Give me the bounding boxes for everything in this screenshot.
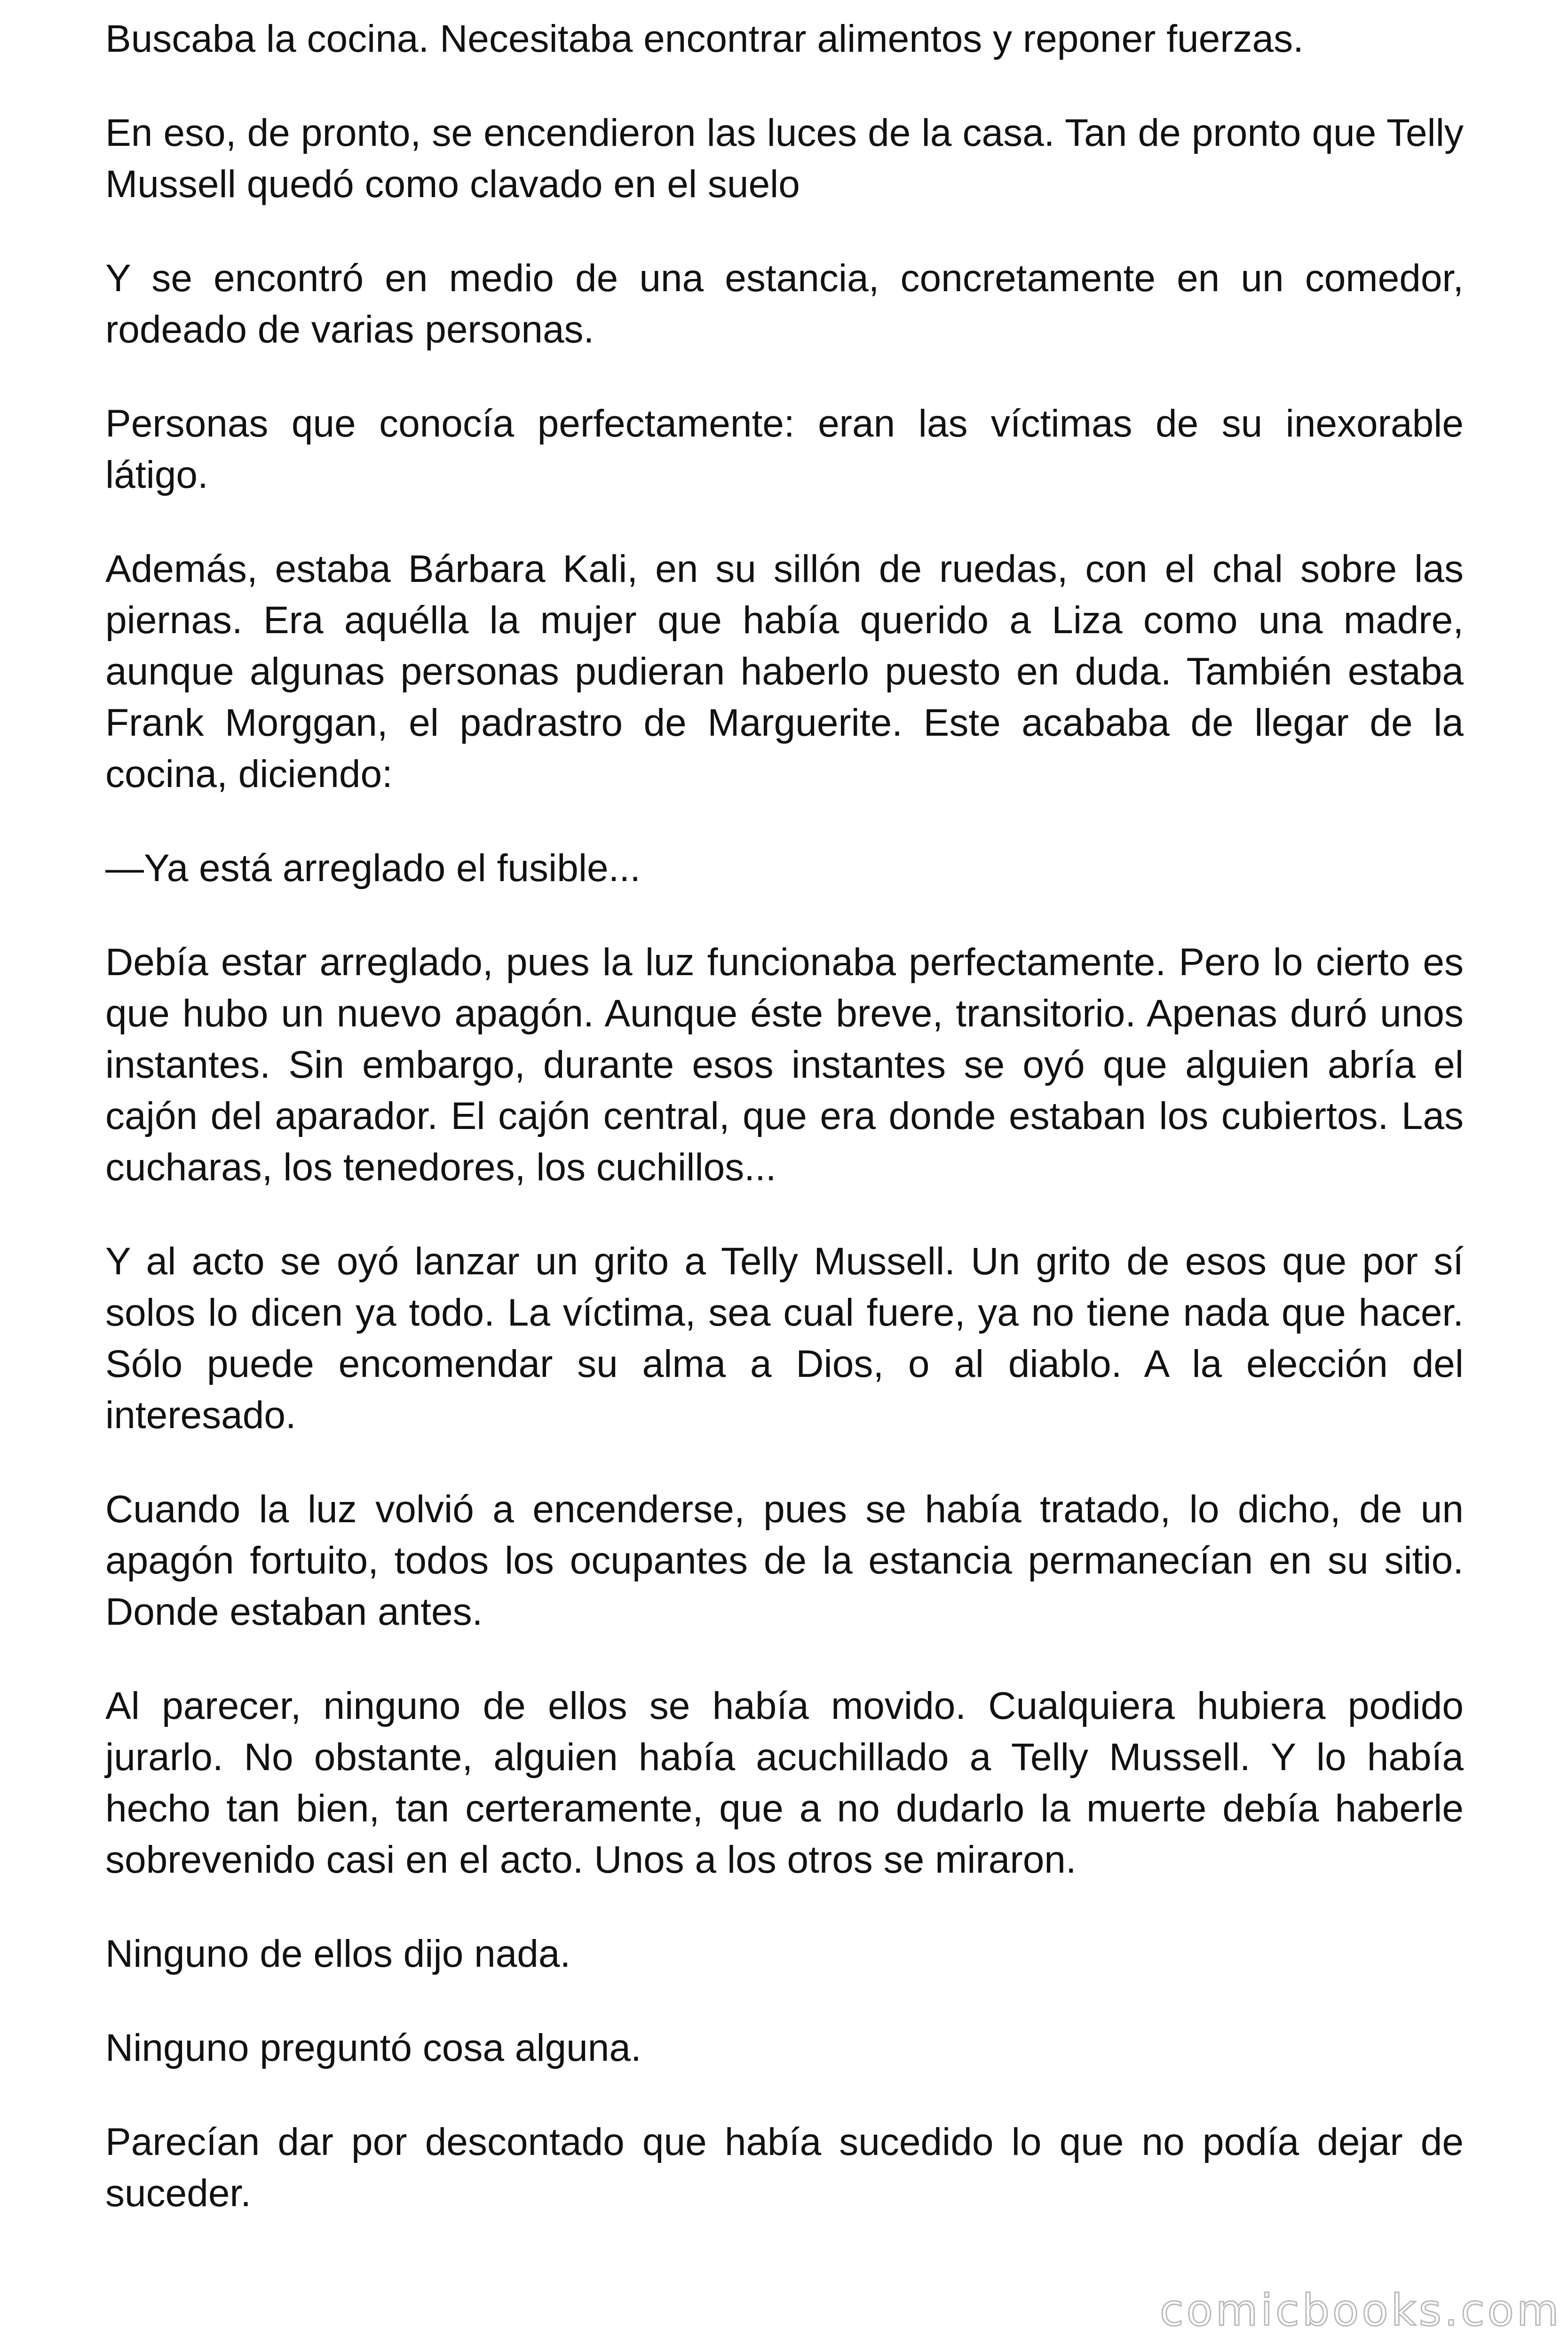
paragraph-11: Ninguno de ellos dijo nada.	[105, 1932, 571, 1975]
paragraph-4: Personas que conocía perfectamente: eran las víctimas de su inexorable látigo.	[105, 402, 1464, 496]
paragraph-3: Y se encontró en medio de una estancia, concretamente en un comedor, rodeado de varias personas.	[105, 257, 1464, 351]
paragraph-13: Parecían dar por descontado que había sucedido lo que no podía dejar de suceder.	[105, 2121, 1464, 2215]
paragraph-6: —Ya está arreglado el fusible...	[105, 847, 641, 890]
watermark-text: comicbooks.com	[1160, 2285, 1562, 2336]
paragraph-8: Y al acto se oyó lanzar un grito a Telly Mussell. Un grito de esos que por sí solos lo dicen ya todo. La víctima, sea cual fuere, ya no tiene nada que hacer. Sólo puede encomendar su alma a Dios, o al diablo. A la elección del interesado.	[105, 1240, 1464, 1437]
paragraph-10: Al parecer, ninguno de ellos se había movido. Cualquiera hubiera podido jurarlo. No obstante, alguien había acuchillado a Telly Mussell. Y lo había hecho tan bien, tan certeramente, que a no dudarlo la muerte debía haberle sobrevenido casi en el acto. Unos a los otros se miraron.	[105, 1685, 1464, 1881]
paragraph-7: Debía estar arreglado, pues la luz funcionaba perfectamente. Pero lo cierto es que hubo un nuevo apagón. Aunque éste breve, transitorio. Apenas duró unos instantes. Sin embargo, durante esos instantes se oyó que alguien abría el cajón del aparador. El cajón central, que era donde estaban los cubiertos. Las cucharas, los tenedores, los cuchillos...	[105, 941, 1464, 1189]
document-page	[105, 13, 1464, 2219]
paragraph-2: En eso, de pronto, se encendieron las luces de la casa. Tan de pronto que Telly Mussell quedó como clavado en el suelo	[105, 111, 1464, 206]
paragraph-12: Ninguno preguntó cosa alguna.	[105, 2026, 641, 2069]
paragraph-1: Buscaba la cocina. Necesitaba encontrar alimentos y reponer fuerzas.	[105, 17, 1304, 60]
paragraph-5: Además, estaba Bárbara Kali, en su sillón de ruedas, con el chal sobre las piernas. Era aquélla la mujer que había querido a Liza como una madre, aunque algunas personas pudieran haberlo puesto en duda. También estaba Frank Morggan, el padrastro de Marguerite. Este acababa de llegar de la cocina, diciendo:	[105, 548, 1464, 795]
paragraph-9: Cuando la luz volvió a encenderse, pues se había tratado, lo dicho, de un apagón fortuito, todos los ocupantes de la estancia permanecían en su sitio. Donde estaban antes.	[105, 1488, 1464, 1633]
